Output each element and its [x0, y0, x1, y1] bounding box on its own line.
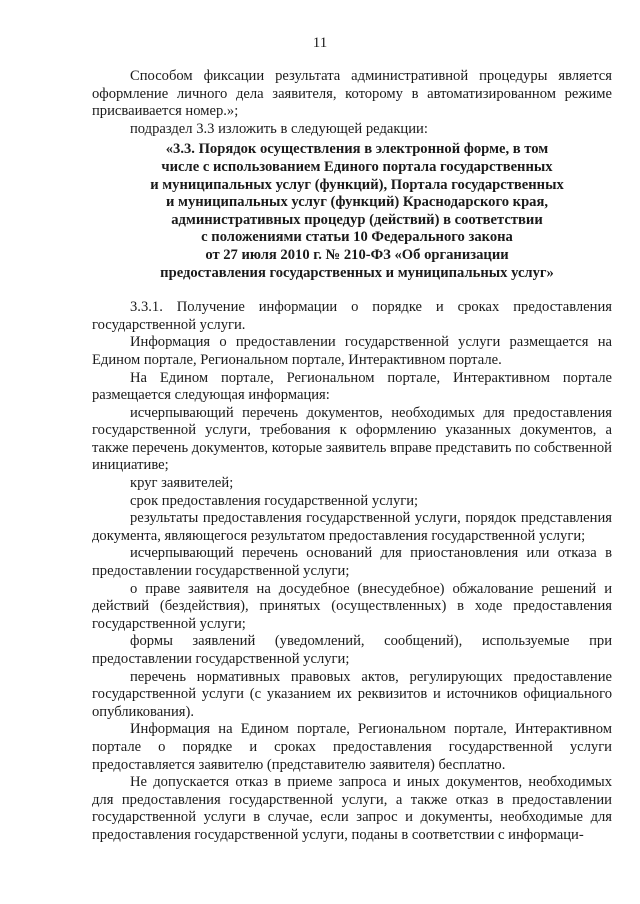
- page-number: 11: [312, 35, 328, 51]
- heading-line: предоставления государственных и муниципальных услуг»: [160, 264, 554, 281]
- heading-line: «3.3. Порядок осуществления в электронной форме, в том: [165, 141, 549, 158]
- paragraph-info-placement: Информация о предоставлении государственной услуги размещается на Едином портале, Региональном портале, Интерактивном портале.: [92, 334, 612, 368]
- heading-line: от 27 июля 2010 г. № 210-ФЗ «Об организации: [205, 246, 509, 263]
- heading-line: и муниципальных услуг (функций), Портала государственных: [150, 176, 564, 193]
- section-gap: [92, 282, 612, 299]
- list-item-appeal-right: о праве заявителя на досудебное (внесудебное) обжалование решений и действий (бездействия), принятых (осуществленных) в ходе предоставления государственной услуги;: [92, 580, 612, 632]
- heading-line: и муниципальных услуг (функций) Краснодарского края,: [165, 194, 549, 211]
- heading-line: административных процедур (действий) в соответствии: [171, 211, 543, 228]
- paragraph-refusal-not-allowed: Не допускается отказ в приеме запроса и иных документов, необходимых для предоставления государственной услуги, а также отказ в предоставлении государственной услуги в случае, если запрос и документы, необходимые для предоставления государственной услуги, поданы в соответствии с информаци-: [92, 774, 612, 843]
- heading-line: с положениями статьи 10 Федерального закона: [201, 229, 513, 246]
- list-item-forms: формы заявлений (уведомлений, сообщений), используемые при предоставлении государственной услуги;: [92, 633, 612, 667]
- list-item-results: результаты предоставления государственной услуги, порядок представления документа, являющегося результатом предоставления государственной услуги;: [92, 510, 612, 544]
- paragraph-subsection-instruction: подраздел 3.3 изложить в следующей редакции:: [130, 120, 428, 137]
- list-item-grounds: исчерпывающий перечень оснований для приостановления или отказа в предоставлении государственной услуги;: [92, 545, 612, 580]
- list-item-legal-acts: перечень нормативных правовых актов, регулирующих предоставление государственной услуги (с указанием их реквизитов и источников официального опубликования).: [92, 668, 612, 720]
- list-item-term: срок предоставления государственной услуги;: [130, 492, 419, 509]
- list-item-documents: исчерпывающий перечень документов, необходимых для предоставления государственной услуги, требования к оформлению указанных документов, а также перечень документов, которые заявитель вправе представить по собственной инициативе;: [92, 404, 612, 474]
- paragraph-info-list-intro: На Едином портале, Региональном портале, Интерактивном портале размещается следующая информация:: [92, 369, 612, 404]
- heading-line: числе с использованием Единого портала государственных: [161, 158, 553, 175]
- document-body: [92, 68, 612, 845]
- paragraph-free-of-charge: Информация на Едином портале, Региональном портале, Интерактивном портале о порядке и сроках предоставления государственной услуги предоставляется заявителю (представителю заявителя) бесплатно.: [92, 721, 612, 773]
- list-item-applicants: круг заявителей;: [130, 475, 234, 492]
- section-heading-3-3: [92, 141, 612, 282]
- paragraph-3-3-1: 3.3.1. Получение информации о порядке и сроках предоставления государственной услуги.: [92, 299, 612, 333]
- paragraph-fixation-result: Способом фиксации результата административной процедуры является оформление личного дела заявителя, которому в автоматизированном режиме присваивается номер.»;: [92, 68, 612, 120]
